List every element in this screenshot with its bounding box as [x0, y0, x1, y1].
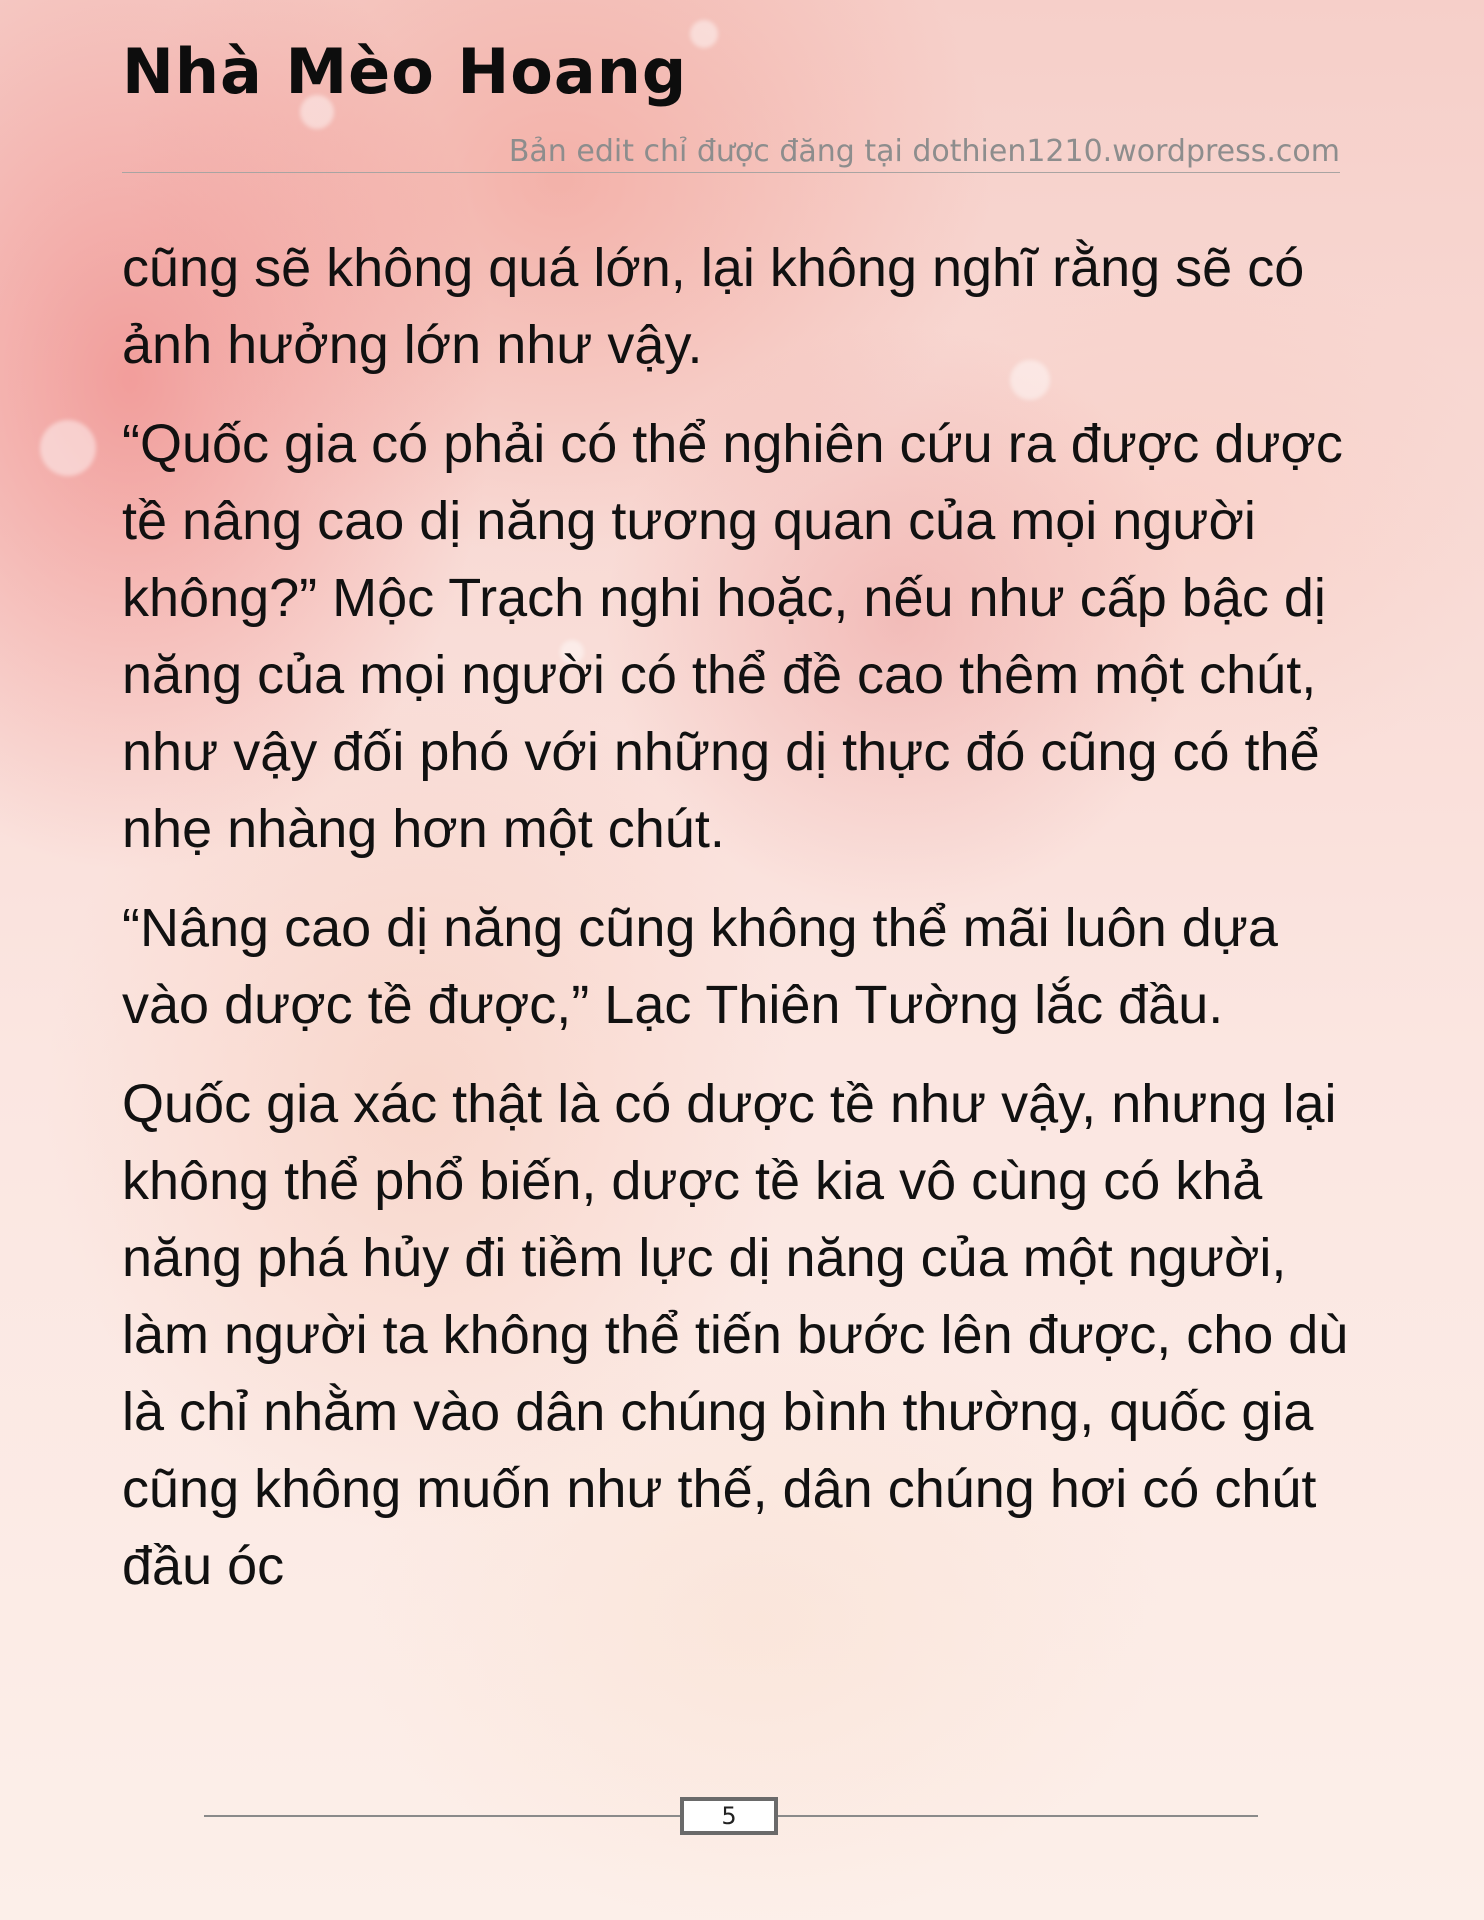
background-light-spot [40, 420, 96, 476]
footer-divider-left [204, 1815, 680, 1817]
body-paragraph: “Nâng cao dị năng cũng không thể mãi luôn dựa vào dược tề được,” Lạc Thiên Tường lắc đầu. [122, 898, 1278, 1035]
header-watermark-note: Bản edit chỉ được đăng tại dothien1210.wordpress.com [508, 134, 1340, 169]
background-light-spot [690, 20, 718, 48]
body-paragraph: “Quốc gia có phải có thể nghiên cứu ra được dược tề nâng cao dị năng tương quan của mọi người không?” Mộc Trạch nghi hoặc, nếu như cấp bậc dị năng của mọi người có thể đề cao thêm một chút, như vậy đối phó với những dị thực đó cũng có thể nhẹ nhàng hơn một chút. [122, 414, 1343, 859]
body-paragraph: Quốc gia xác thật là có dược tề như vậy, nhưng lại không thể phổ biến, dược tề kia vô cùng có khả năng phá hủy đi tiềm lực dị năng của một người, làm người ta không thể tiến bước lên được, cho dù là chỉ nhằm vào dân chúng bình thường, quốc gia cũng không muốn như thế, dân chúng hơi có chút đầu óc [122, 1074, 1349, 1596]
page-body [122, 230, 1352, 1627]
body-paragraph: cũng sẽ không quá lớn, lại không nghĩ rằng sẽ có ảnh hưởng lớn như vậy. [122, 238, 1305, 375]
header-divider [122, 172, 1340, 173]
site-title: Nhà Mèo Hoang [122, 35, 688, 108]
footer-divider-right [778, 1815, 1258, 1817]
page-number: 5 [680, 1797, 778, 1835]
